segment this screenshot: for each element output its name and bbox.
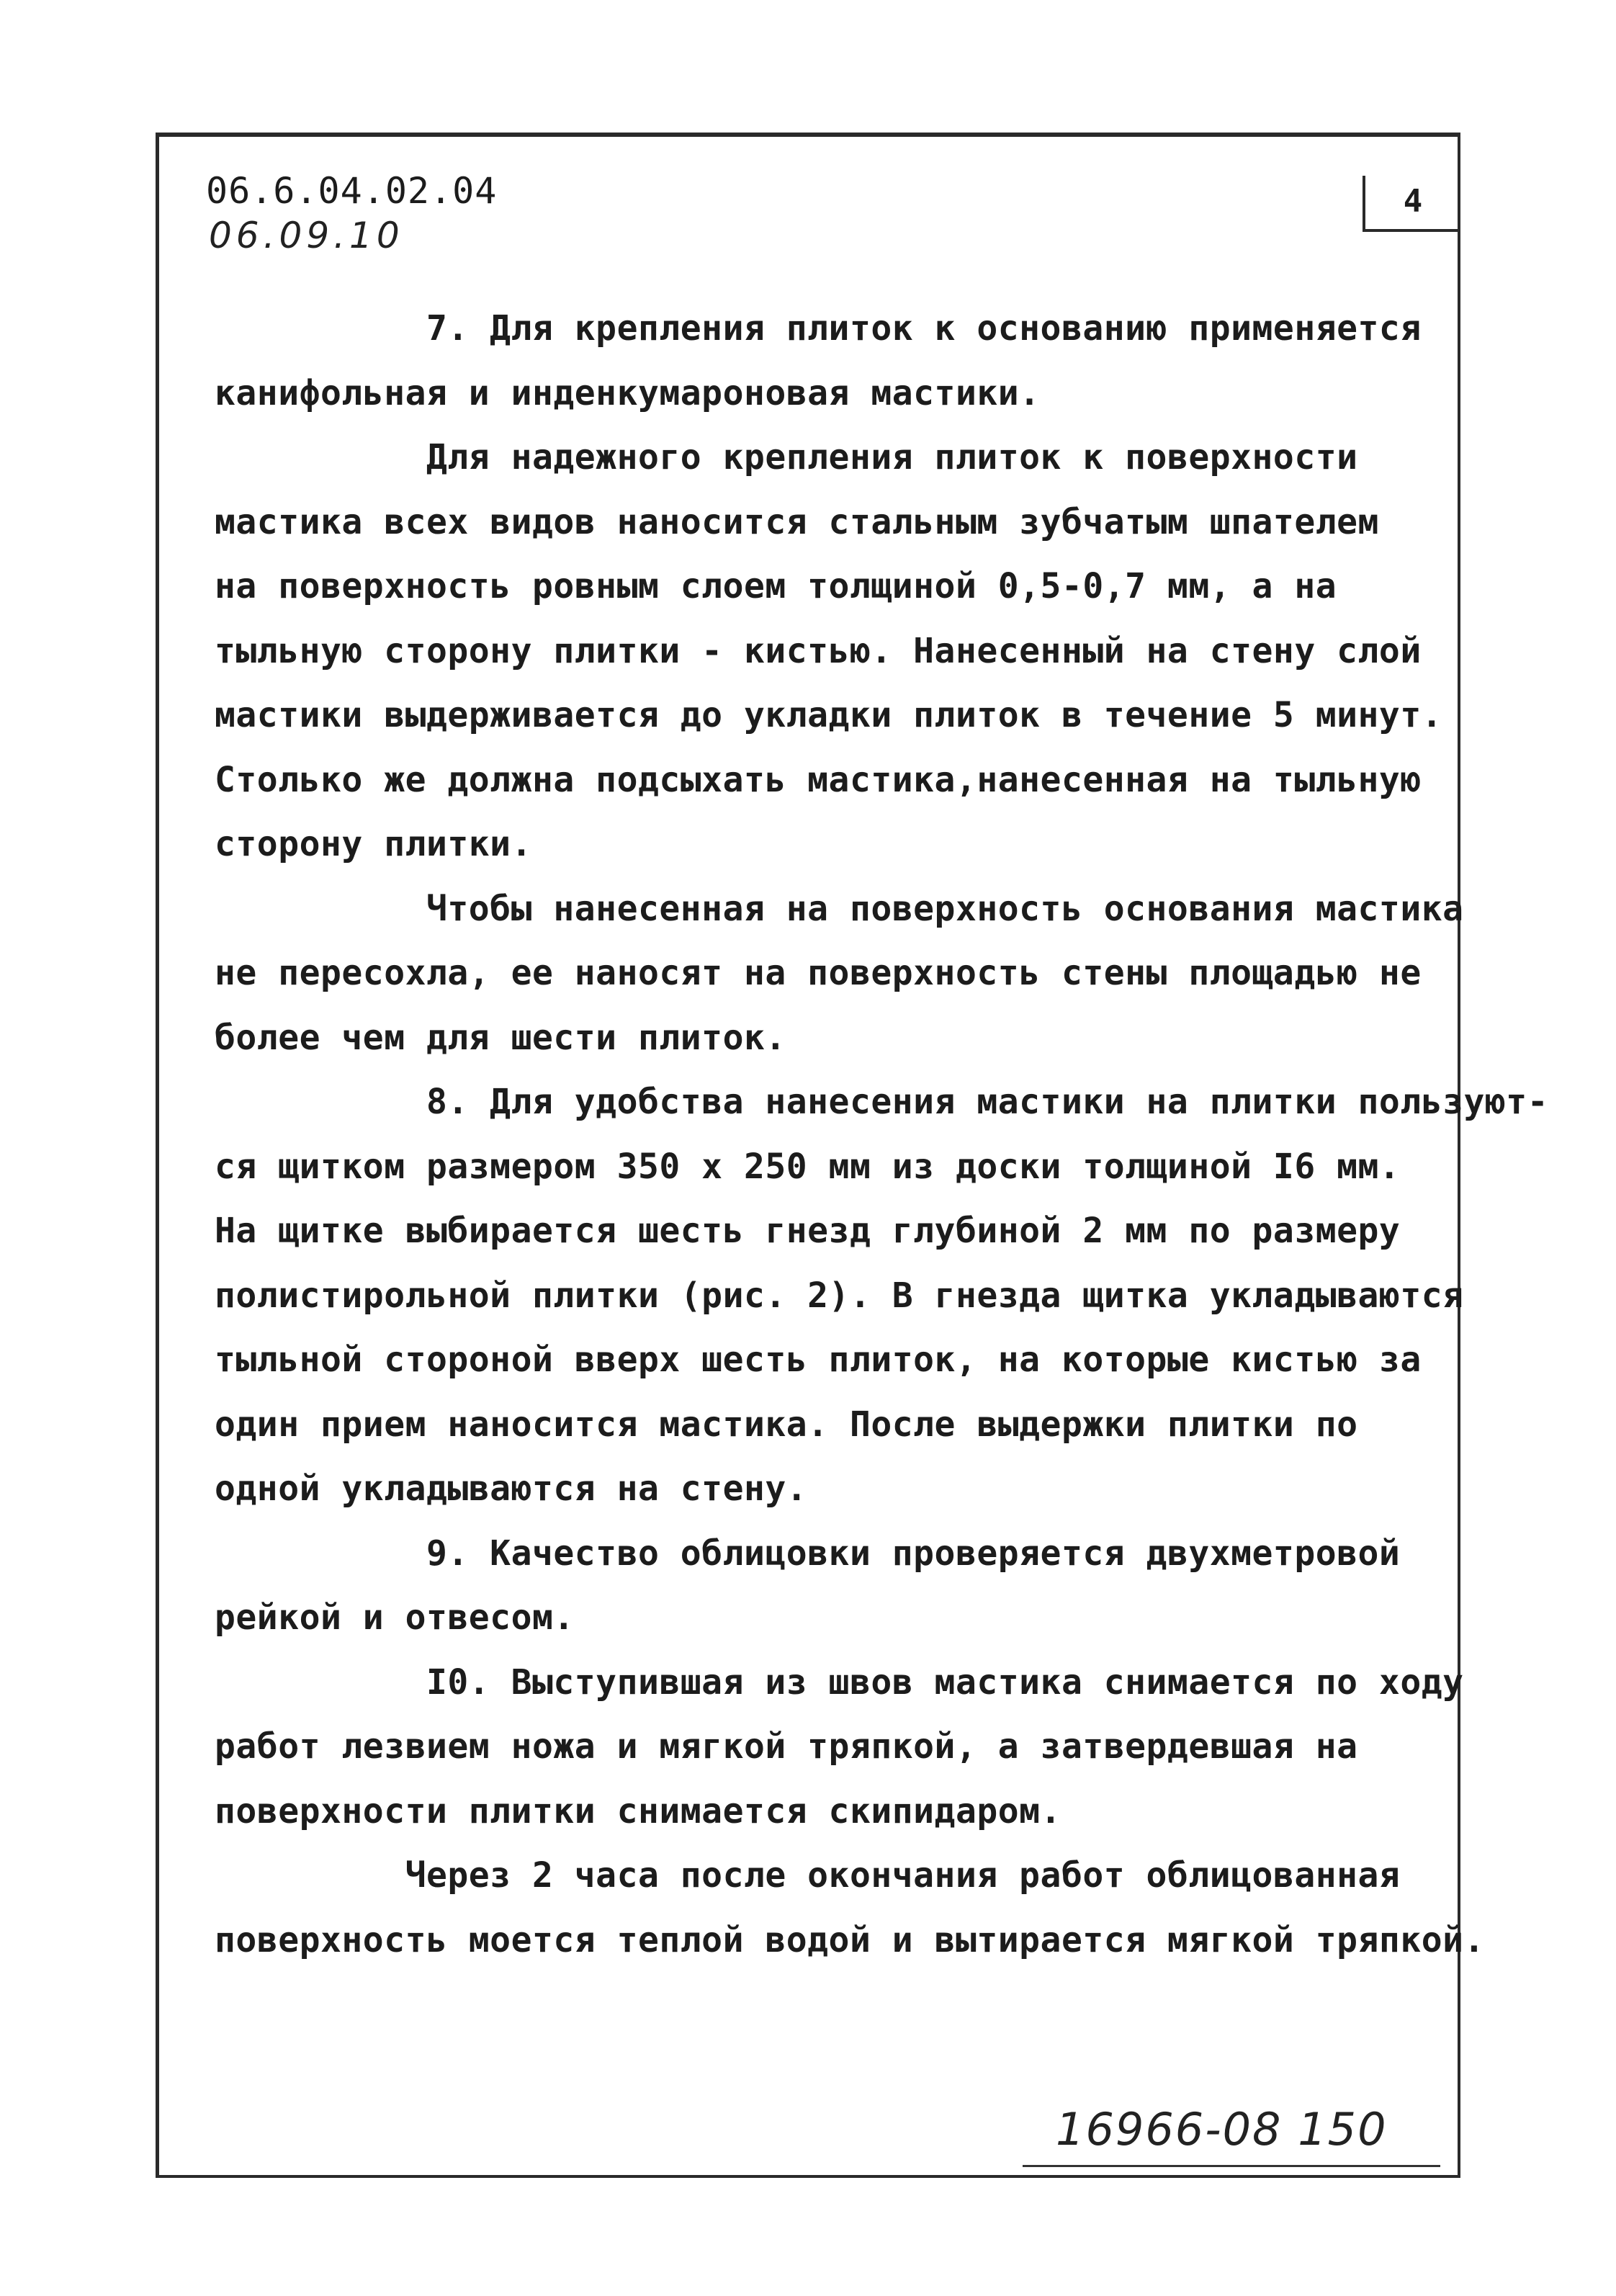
- text-line: не пересохла, ее наносят на поверхность стены площадью не: [215, 953, 1422, 993]
- text-line: 9. Качество облицовки проверяется двухметровой: [215, 1533, 1401, 1574]
- text-line: мастика всех видов наносится стальным зубчатым шпателем: [215, 501, 1379, 542]
- text-line: одной укладываются на стену.: [215, 1468, 808, 1509]
- text-line: Столько же должна подсыхать мастика,нанесенная на тыльную: [215, 759, 1422, 800]
- text-line: полистирольной плитки (рис. 2). В гнезда щитка укладываются: [215, 1275, 1464, 1316]
- signature-underline: [1023, 2165, 1440, 2167]
- handwritten-date: 06.09.10: [209, 215, 404, 256]
- text-line: более чем для шести плиток.: [215, 1017, 786, 1058]
- text-line: мастики выдерживается до укладки плиток в течение 5 минут.: [215, 695, 1443, 735]
- text-line: канифольная и инденкумароновая мастики.: [215, 372, 1041, 413]
- page-number: 4: [1363, 176, 1460, 232]
- text-line: Чтобы нанесенная на поверхность основания мастика: [215, 888, 1464, 929]
- text-line: поверхность моется теплой водой и вытирается мягкой тряпкой.: [215, 1919, 1485, 1960]
- text-line: сторону плитки.: [215, 824, 532, 864]
- text-line: Для надежного крепления плиток к поверхности: [215, 437, 1358, 477]
- text-line: тыльную сторону плитки - кистью. Нанесенный на стену слой: [215, 630, 1422, 671]
- text-line: I0. Выступившая из швов мастика снимается по ходу: [215, 1662, 1464, 1703]
- text-line: тыльной стороной вверх шесть плиток, на которые кистью за: [215, 1340, 1422, 1380]
- text-line: один прием наносится мастика. После выдержки плитки по: [215, 1404, 1358, 1445]
- text-line: На щитке выбирается шесть гнезд глубиной 2 мм по размеру: [215, 1211, 1401, 1251]
- text-line: рейкой и отвесом.: [215, 1597, 575, 1638]
- text-line: 8. Для удобства нанесения мастики на плитки пользуют-: [215, 1082, 1549, 1122]
- text-line: Через 2 часа после окончания работ облицованная: [215, 1855, 1401, 1896]
- document-body: [215, 297, 1549, 1973]
- text-line: на поверхность ровным слоем толщиной 0,5-0,7 мм, а на: [215, 566, 1337, 606]
- text-line: работ лезвием ножа и мягкой тряпкой, а затвердевшая на: [215, 1726, 1358, 1767]
- document-code: 06.6.04.02.04: [206, 170, 498, 212]
- text-line: поверхности плитки снимается скипидаром.: [215, 1790, 1061, 1831]
- handwritten-inventory-number: 16966-08 150: [1056, 2103, 1388, 2156]
- text-line: 7. Для крепления плиток к основанию применяется: [215, 308, 1422, 349]
- text-line: ся щитком размером 350 х 250 мм из доски толщиной I6 мм.: [215, 1146, 1401, 1187]
